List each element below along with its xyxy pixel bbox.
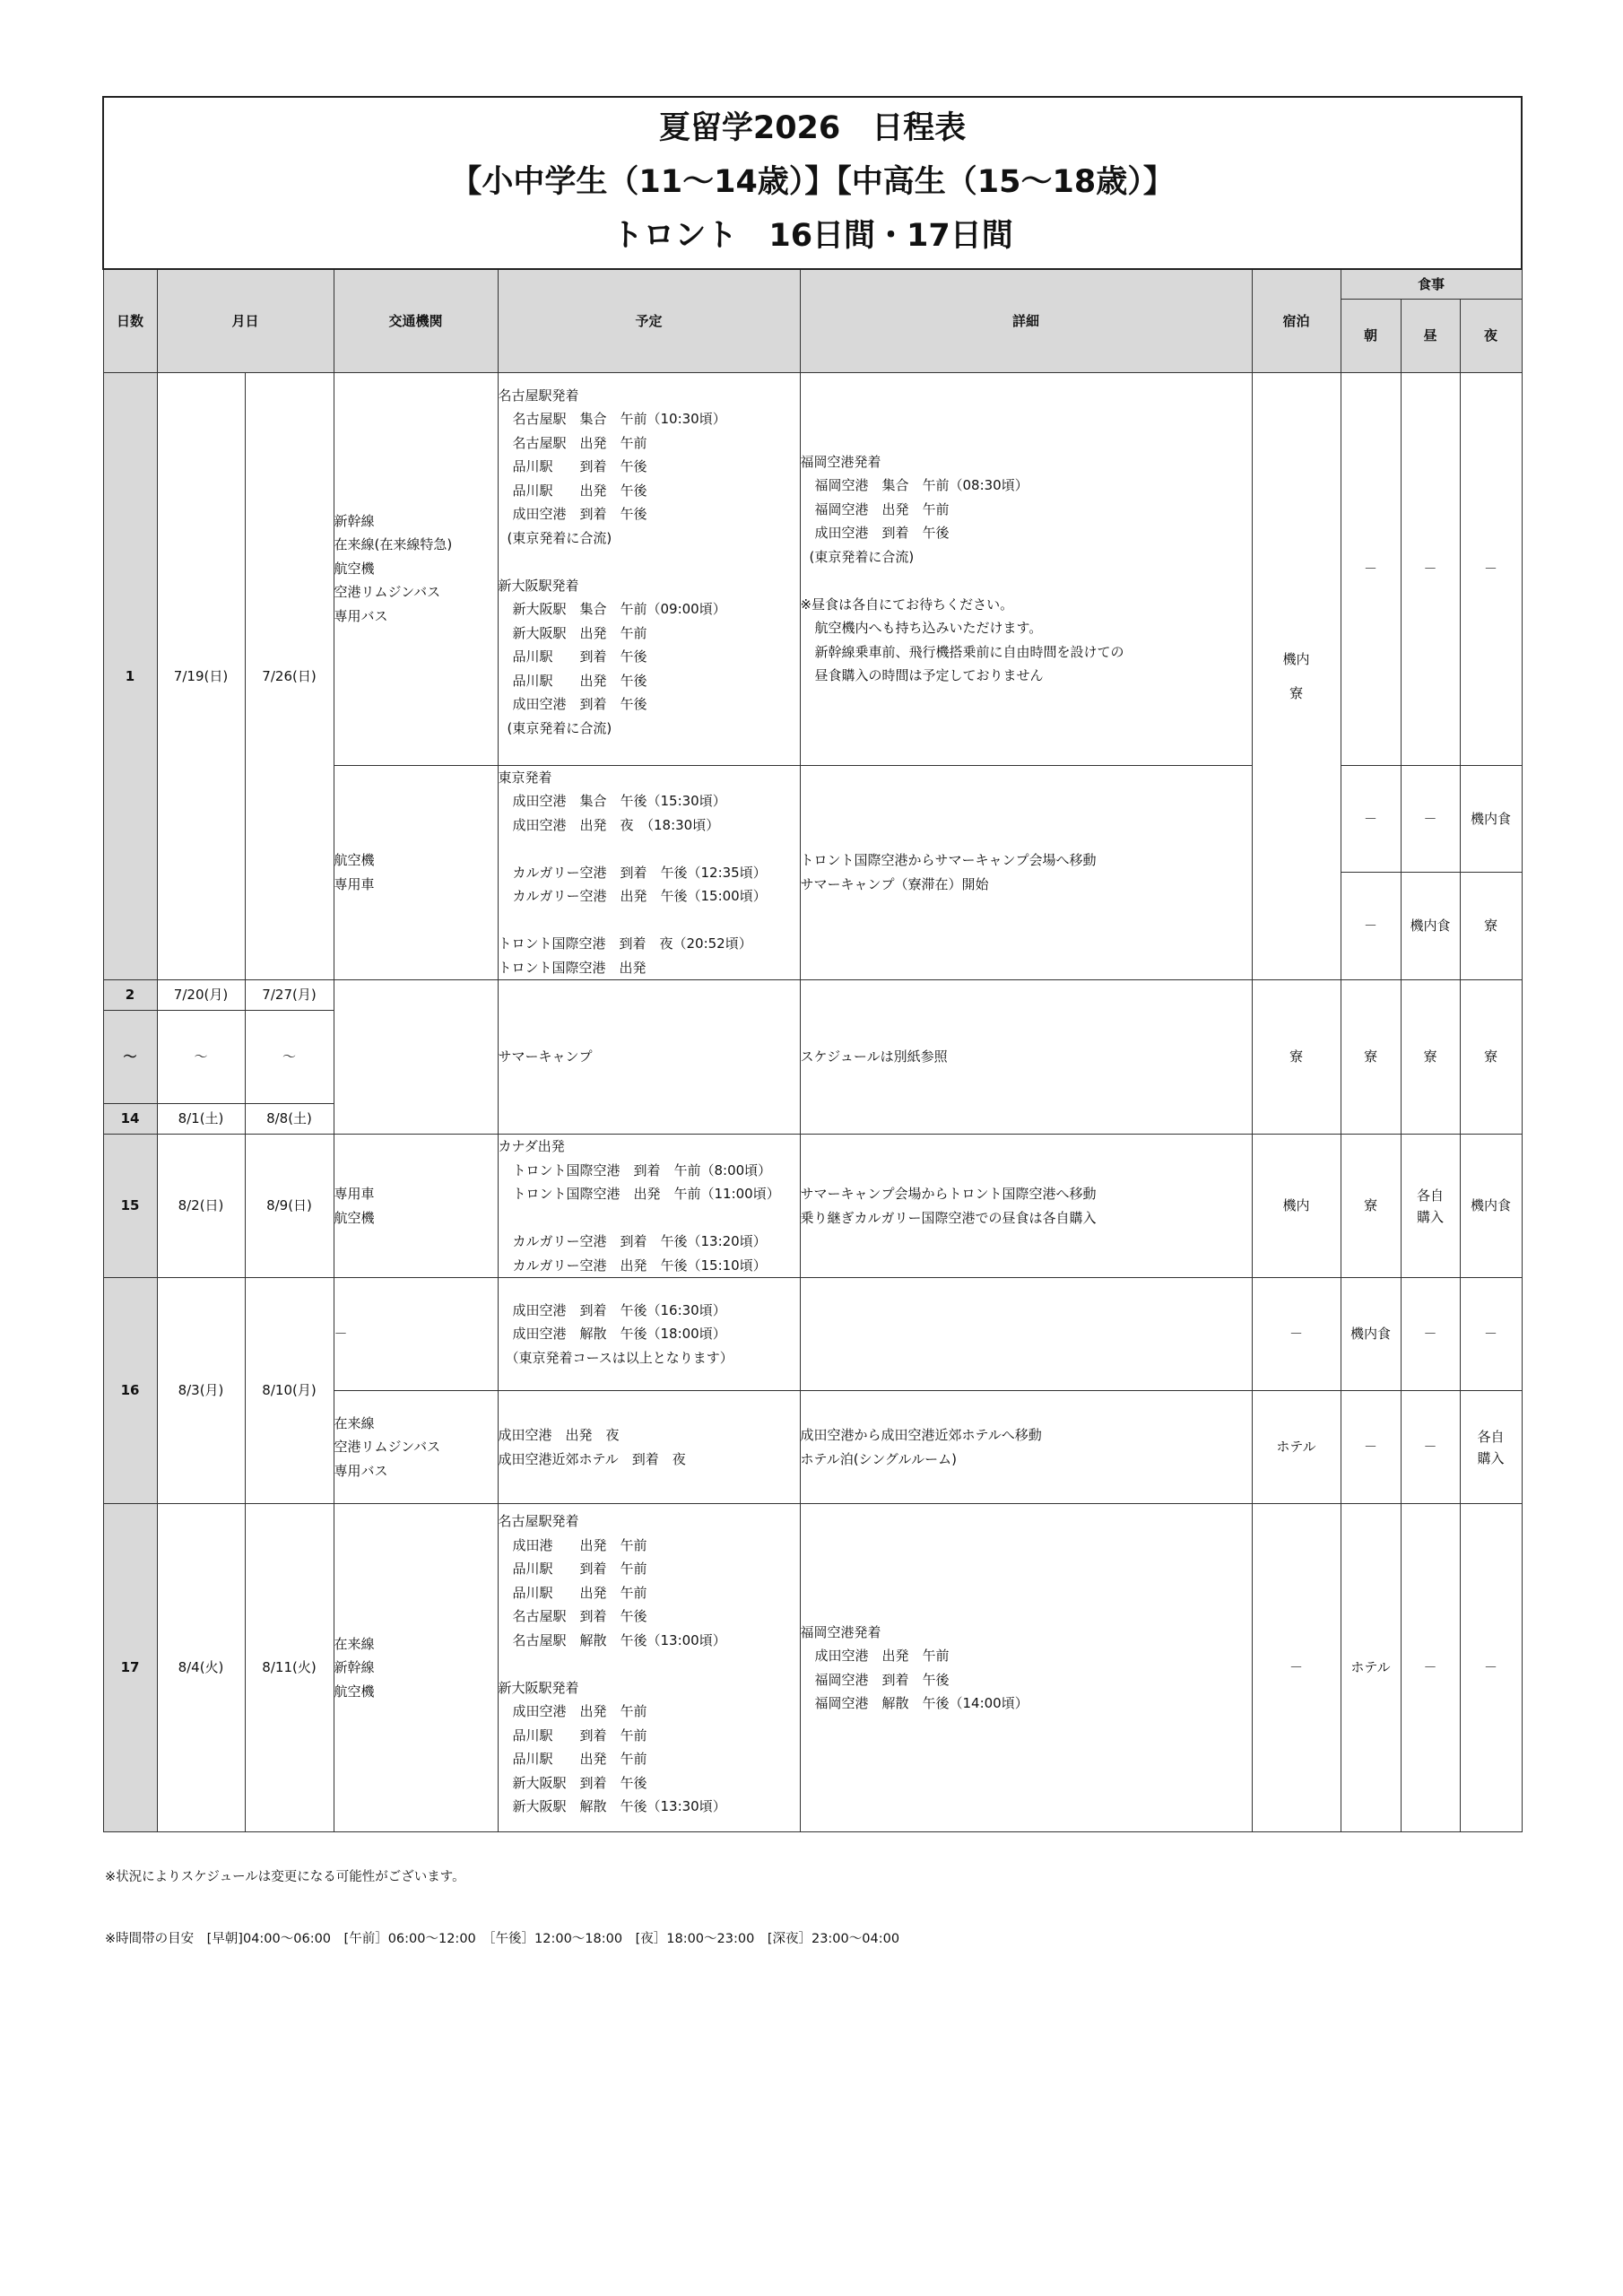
plan-line: 新大阪駅 到着 午後 <box>512 1774 647 1791</box>
day-number: 2 <box>103 980 157 1011</box>
detail-line: サマーキャンプ（寮滞在）開始 <box>800 875 989 892</box>
transport-line: 在来線 <box>334 1635 375 1652</box>
plan-cell <box>498 1135 800 1278</box>
plan-cell <box>498 372 800 765</box>
lodging-cell: － <box>1252 1504 1341 1832</box>
plan-line: 品川駅 到着 午前 <box>512 1726 647 1744</box>
detail-cell: スケジュールは別紙参照 <box>800 980 1252 1135</box>
header-dinner: 夜 <box>1460 299 1522 372</box>
plan-line: トロント国際空港 到着 午前（8:00頃） <box>512 1161 772 1178</box>
header-transport: 交通機関 <box>334 269 498 372</box>
meal-dinner: 機内食 <box>1460 765 1522 873</box>
schedule-sheet <box>102 96 1521 1832</box>
meal-breakfast: 機内食 <box>1341 1278 1401 1391</box>
header-plan: 予定 <box>498 269 800 372</box>
transport-cell: － <box>334 1278 498 1391</box>
plan-line: 名古屋駅 出発 午前 <box>512 434 647 451</box>
detail-line: 福岡空港 集合 午前（08:30頃） <box>814 477 1028 493</box>
plan-line: 名古屋駅 解散 午後（13:00頃） <box>512 1631 726 1648</box>
detail-line <box>801 569 1252 593</box>
meal-lunch: － <box>1401 1278 1460 1391</box>
plan-line: 成田空港 到着 午後 <box>512 696 647 712</box>
plan-line: カルガリー空港 出発 午後（15:10頃） <box>512 1257 767 1274</box>
date-course-b: 7/26(日) <box>245 372 334 980</box>
meal-breakfast: ホテル <box>1341 1504 1401 1832</box>
detail-line: 乗り継ぎカルガリー国際空港での昼食は各自購入 <box>800 1209 1097 1226</box>
plan-line: 成田空港近郊ホテル 到着 夜 <box>498 1450 686 1467</box>
transport-cell <box>334 980 498 1135</box>
meal-dinner: 寮 <box>1460 873 1522 980</box>
transport-line: 空港リムジンバス <box>334 584 441 601</box>
transport-line: 専用バス <box>334 607 388 624</box>
meal-breakfast: 寮 <box>1341 1135 1401 1278</box>
day-number: 15 <box>103 1135 157 1278</box>
plan-line: トロント国際空港 出発 午前（11:00頃） <box>512 1186 780 1202</box>
plan-line: 新大阪駅 出発 午前 <box>512 624 647 641</box>
meal-dinner: － <box>1460 1278 1522 1391</box>
plan-line: 成田空港 出発 夜 （18:30頃） <box>512 816 720 833</box>
date-course-a: 7/19(日) <box>157 372 245 980</box>
plan-line: 東京発着 <box>498 769 552 786</box>
meal-breakfast: － <box>1341 1391 1401 1504</box>
detail-line: 昼食購入の時間は予定しておりません <box>814 667 1044 683</box>
plan-line: 新大阪駅発着 <box>498 577 579 594</box>
detail-cell <box>800 372 1252 765</box>
plan-line: 名古屋駅発着 <box>498 387 579 404</box>
footnotes <box>105 1826 899 1970</box>
meal-lunch: － <box>1401 765 1460 873</box>
detail-cell <box>800 1391 1252 1504</box>
transport-line: 航空機 <box>334 1683 375 1700</box>
meal-breakfast: － <box>1341 873 1401 980</box>
plan-line: 名古屋駅 集合 午前（10:30頃） <box>512 411 726 427</box>
plan-line: 品川駅 到着 午後 <box>512 458 647 474</box>
meal-dinner: 各自 購入 <box>1460 1391 1522 1504</box>
detail-line: ※昼食は各自にてお待ちください。 <box>800 596 1014 613</box>
date-course-b: 8/9(日) <box>245 1135 334 1278</box>
plan-line: 成田空港 集合 午後（15:30頃） <box>512 793 726 809</box>
detail-line: 福岡空港 解散 午後（14:00頃） <box>814 1695 1028 1711</box>
plan-line <box>499 909 800 933</box>
meal-lunch: 各自 購入 <box>1401 1135 1460 1278</box>
lodging-cell: 寮 <box>1252 980 1341 1135</box>
transport-cell <box>334 1135 498 1278</box>
detail-line: 新幹線乗車前、飛行機搭乗前に自由時間を設けての <box>814 643 1124 660</box>
transport-line: 航空機 <box>334 560 375 577</box>
transport-line: 在来線(在来線特急) <box>334 536 453 553</box>
lodging-cell: 機内 <box>1252 1135 1341 1278</box>
header-lodging: 宿泊 <box>1252 269 1341 372</box>
meal-dinner: 機内食 <box>1460 1135 1522 1278</box>
date-course-b: 8/8(土) <box>245 1104 334 1135</box>
detail-cell <box>800 1278 1252 1391</box>
date-course-a: 8/4(火) <box>157 1504 245 1832</box>
plan-cell <box>498 1391 800 1504</box>
transport-line: 航空機 <box>334 1209 375 1226</box>
title-line-2: 【小中学生（11～14歳）】【中高生（15～18歳）】 <box>450 164 1175 200</box>
plan-line: カルガリー空港 到着 午後（12:35頃） <box>512 864 767 881</box>
plan-line: 品川駅 到着 午前 <box>512 1561 647 1577</box>
plan-line: 新大阪駅 解散 午後（13:30頃） <box>512 1798 726 1814</box>
plan-line: 成田空港 到着 午後 <box>512 506 647 522</box>
date-course-b: 7/27(月) <box>245 980 334 1011</box>
footnote-change-notice: ※状況によりスケジュールは変更になる可能性がございます。 <box>105 1870 465 1884</box>
title-line-1: 夏留学2026 日程表 <box>658 110 967 146</box>
meal-breakfast: － <box>1341 372 1401 765</box>
meal-lunch: 寮 <box>1401 980 1460 1135</box>
meal-dinner: 寮 <box>1460 980 1522 1135</box>
day-number: 16 <box>103 1278 157 1504</box>
detail-line: 福岡空港発着 <box>800 453 881 470</box>
plan-line <box>499 837 800 861</box>
plan-line: トロント国際空港 到着 夜（20:52頃） <box>498 935 752 952</box>
transport-line: 専用車 <box>334 875 375 892</box>
header-lunch: 昼 <box>1401 299 1460 372</box>
detail-line: (東京発着に合流) <box>809 548 915 565</box>
meal-lunch: 機内食 <box>1401 873 1460 980</box>
plan-line: 品川駅 到着 午後 <box>512 648 647 665</box>
detail-line: 福岡空港 到着 午後 <box>814 1671 950 1688</box>
date-course-b: 8/11(火) <box>245 1504 334 1832</box>
plan-line: 成田空港 到着 午後（16:30頃） <box>512 1301 726 1318</box>
day-number: 1 <box>103 372 157 980</box>
detail-line: 成田空港 出発 午前 <box>814 1648 950 1664</box>
plan-line: 新大阪駅 集合 午前（09:00頃） <box>512 601 726 617</box>
plan-line <box>499 1206 800 1231</box>
detail-line: ホテル泊(シングルルーム) <box>800 1450 957 1467</box>
header-day: 日数 <box>103 269 157 372</box>
detail-line: 成田空港から成田空港近郊ホテルへ移動 <box>800 1427 1042 1443</box>
meal-breakfast: － <box>1341 765 1401 873</box>
day-number: 17 <box>103 1504 157 1832</box>
plan-line: 名古屋駅発着 <box>498 1513 579 1529</box>
transport-line: 新幹線 <box>334 512 375 529</box>
plan-cell <box>498 1278 800 1391</box>
plan-line: 成田港 出発 午前 <box>512 1536 647 1553</box>
meal-lunch: － <box>1401 372 1460 765</box>
header-breakfast: 朝 <box>1341 299 1401 372</box>
transport-cell <box>334 1504 498 1832</box>
plan-line: 名古屋駅 到着 午後 <box>512 1608 647 1624</box>
header-meals: 食事 <box>1341 269 1522 299</box>
header-detail: 詳細 <box>800 269 1252 372</box>
date-course-a: 8/3(月) <box>157 1278 245 1504</box>
plan-cell: サマーキャンプ <box>498 980 800 1135</box>
meal-lunch: － <box>1401 1391 1460 1504</box>
plan-line: 成田空港 出発 午前 <box>512 1703 647 1719</box>
detail-line: 航空機内へも持ち込みいただけます。 <box>814 620 1043 636</box>
plan-line: 品川駅 出発 午後 <box>512 672 647 689</box>
plan-line: 成田空港 出発 夜 <box>498 1427 620 1443</box>
plan-line: 品川駅 出発 午前 <box>512 1751 647 1767</box>
plan-line: トロント国際空港 出発 <box>498 959 647 976</box>
transport-line: 空港リムジンバス <box>334 1439 441 1456</box>
meal-lunch: － <box>1401 1504 1460 1832</box>
plan-line: 新大阪駅発着 <box>498 1679 579 1696</box>
plan-line <box>499 1652 800 1676</box>
document-title <box>103 97 1522 269</box>
plan-cell <box>498 1504 800 1832</box>
date-range-tilde: ～ <box>245 1011 334 1104</box>
title-line-3: トロント 16日間・17日間 <box>612 218 1013 254</box>
day-number: 14 <box>103 1104 157 1135</box>
transport-line: 在来線 <box>334 1414 375 1431</box>
lodging-cell <box>1252 372 1341 980</box>
plan-line: カナダ出発 <box>498 1138 565 1154</box>
detail-line: 福岡空港 出発 午前 <box>814 500 950 517</box>
plan-line: カルガリー空港 出発 午後（15:00頃） <box>512 888 767 904</box>
detail-line: トロント国際空港からサマーキャンプ会場へ移動 <box>800 852 1097 869</box>
date-range-tilde: ～ <box>157 1011 245 1104</box>
lodging-cell: － <box>1252 1278 1341 1391</box>
plan-line: 品川駅 出発 午前 <box>512 1584 647 1601</box>
date-course-b: 8/10(月) <box>245 1278 334 1504</box>
plan-line: (東京発着に合流) <box>507 529 612 546</box>
date-course-a: 7/20(月) <box>157 980 245 1011</box>
detail-line: 福岡空港発着 <box>800 1623 881 1640</box>
plan-line <box>499 550 800 574</box>
meal-breakfast: 寮 <box>1341 980 1401 1135</box>
detail-cell <box>800 1504 1252 1832</box>
footnote-time-ranges: ※時間帯の目安 [早朝]04:00～06:00 [午前］06:00～12:00 ［午後］12:00～18:00 [夜］18:00～23:00 [深夜］23:00～04:00 <box>105 1932 900 1946</box>
meal-dinner: － <box>1460 1504 1522 1832</box>
transport-line: 専用車 <box>334 1186 375 1202</box>
plan-line: （東京発着コースは以上となります） <box>505 1349 733 1366</box>
transport-cell <box>334 372 498 765</box>
detail-cell <box>800 1135 1252 1278</box>
transport-line: 専用バス <box>334 1462 388 1479</box>
plan-line: 成田空港 解散 午後（18:00頃） <box>512 1326 726 1343</box>
date-course-a: 8/2(日) <box>157 1135 245 1278</box>
detail-cell <box>800 765 1252 980</box>
date-course-a: 8/1(土) <box>157 1104 245 1135</box>
header-date: 月日 <box>157 269 334 372</box>
transport-line: 航空機 <box>334 852 375 869</box>
lodging-value: 機内 <box>1282 650 1310 667</box>
lodging-cell: ホテル <box>1252 1391 1341 1504</box>
meal-dinner: － <box>1460 372 1522 765</box>
lodging-value: 寮 <box>1289 684 1303 701</box>
plan-line: (東京発着に合流) <box>507 719 612 736</box>
plan-line: カルガリー空港 到着 午後（13:20頃） <box>512 1233 767 1249</box>
transport-cell <box>334 1391 498 1504</box>
transport-line: 新幹線 <box>334 1659 375 1676</box>
detail-line: 成田空港 到着 午後 <box>814 525 950 541</box>
plan-line: 品川駅 出発 午後 <box>512 482 647 499</box>
day-range-tilde: ～ <box>103 1011 157 1104</box>
transport-cell <box>334 765 498 980</box>
schedule-table <box>102 96 1523 1832</box>
detail-line: サマーキャンプ会場からトロント国際空港へ移動 <box>800 1186 1097 1202</box>
plan-cell <box>498 765 800 980</box>
